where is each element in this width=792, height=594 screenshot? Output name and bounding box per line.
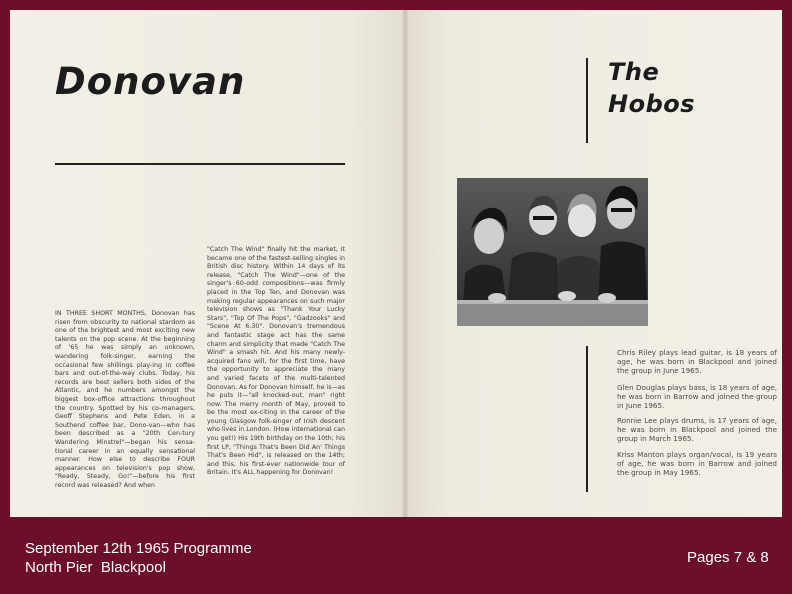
caption-line-2: North Pier Blackpool	[25, 559, 166, 576]
donovan-title: Donovan	[55, 60, 246, 103]
bio-kriss-manton: Kriss Manton plays organ/vocal, is 19 years of age, he was born in Barrow and joined the group in May 1965.	[617, 450, 777, 478]
hobos-title	[608, 56, 695, 120]
title-rule	[55, 163, 345, 165]
bio-vertical-rule	[586, 346, 588, 492]
article-column-1: IN THREE SHORT MONTHS, Donovan has risen from obscurity to national stardom as one of the brightest and most exciting new talents on the pop scene. At the beginning of '65 he was simply an unknown, wandering folk-singer, earning the occasional few shillings play-ing in coffee bars and out-of-the-way clubs. Today, his records are best sellers both sides of the Atlantic, and he numbers amongst the biggest box-office attractions throughout the country. Spotted by his co-managers, Geoff Stephens and Pete Eden, in a Southend coffee bar, Dono-van—who has been described as a "20th Cen-tury Wandering Minstrel"—began his sensa-tional career in an equally sensational manner. How else to describe FOUR appearances on television's pop show, "Ready, Steady, Go!"—before his first record was released? And when	[55, 310, 195, 489]
hobos-title-line-2: Hobos	[608, 90, 696, 118]
left-page	[10, 10, 405, 517]
page-numbers: Pages 7 & 8	[687, 549, 769, 566]
title-vertical-rule	[586, 58, 588, 143]
hobos-title-line-1: The	[608, 58, 660, 86]
programme-booklet	[10, 10, 782, 517]
booklet-gutter	[402, 10, 408, 517]
caption-line-1: September 12th 1965 Programme	[25, 540, 252, 557]
bio-ronnie-lee: Ronnie Lee plays drums, is 17 years of age, he was born in Blackpool and joined the group in March 1965.	[617, 416, 777, 444]
article-column-2: "Catch The Wind" finally hit the market, it became one of the fastest-selling singles in British disc history. Within 14 days of its release, "Catch The Wind"—one of the singer's 60-odd compositions—was firmly placed in the Top Ten, and Donovan was making regular appearances on such major television shows as "Thank Your Lucky Stars", "Top Of The Pops", "Gadzooks" and "Scene At 6.30". Donovan's tremendous and fantastic stage act has the same charm and simplicity that made "Catch The Wind" a smash hit. And his many newly-acquired fans will, for the first time, have the opportunity to appreciate the many and varied facets of the multi-talented Donovan. As for Donovan himself, he is—as he puts it—"all knocked-out, man" right now. The merry month of May, proved to be the most ex-citing in the career of the young Glasgow folk-singer of Irish descent who lives in London. (How international can you get!) His 19th birthday on the 10th; his first LP, "Things That's Been Did An' Things That's Been Hid", is released on the 14th; and this, his first-ever nationwide tour of Britain. It's ALL happening for Donovan!	[207, 246, 345, 477]
programme-caption	[25, 539, 252, 577]
bio-chris-riley: Chris Riley plays lead guitar, is 18 years of age, he was born in Blackpool and joined the group in June 1965.	[617, 348, 777, 376]
band-photo	[457, 178, 648, 326]
bio-glen-douglas: Glen Douglas plays bass, is 18 years of age, he was born in Barrow and joined the group in June 1965.	[617, 383, 777, 411]
band-photo-image	[457, 178, 648, 326]
